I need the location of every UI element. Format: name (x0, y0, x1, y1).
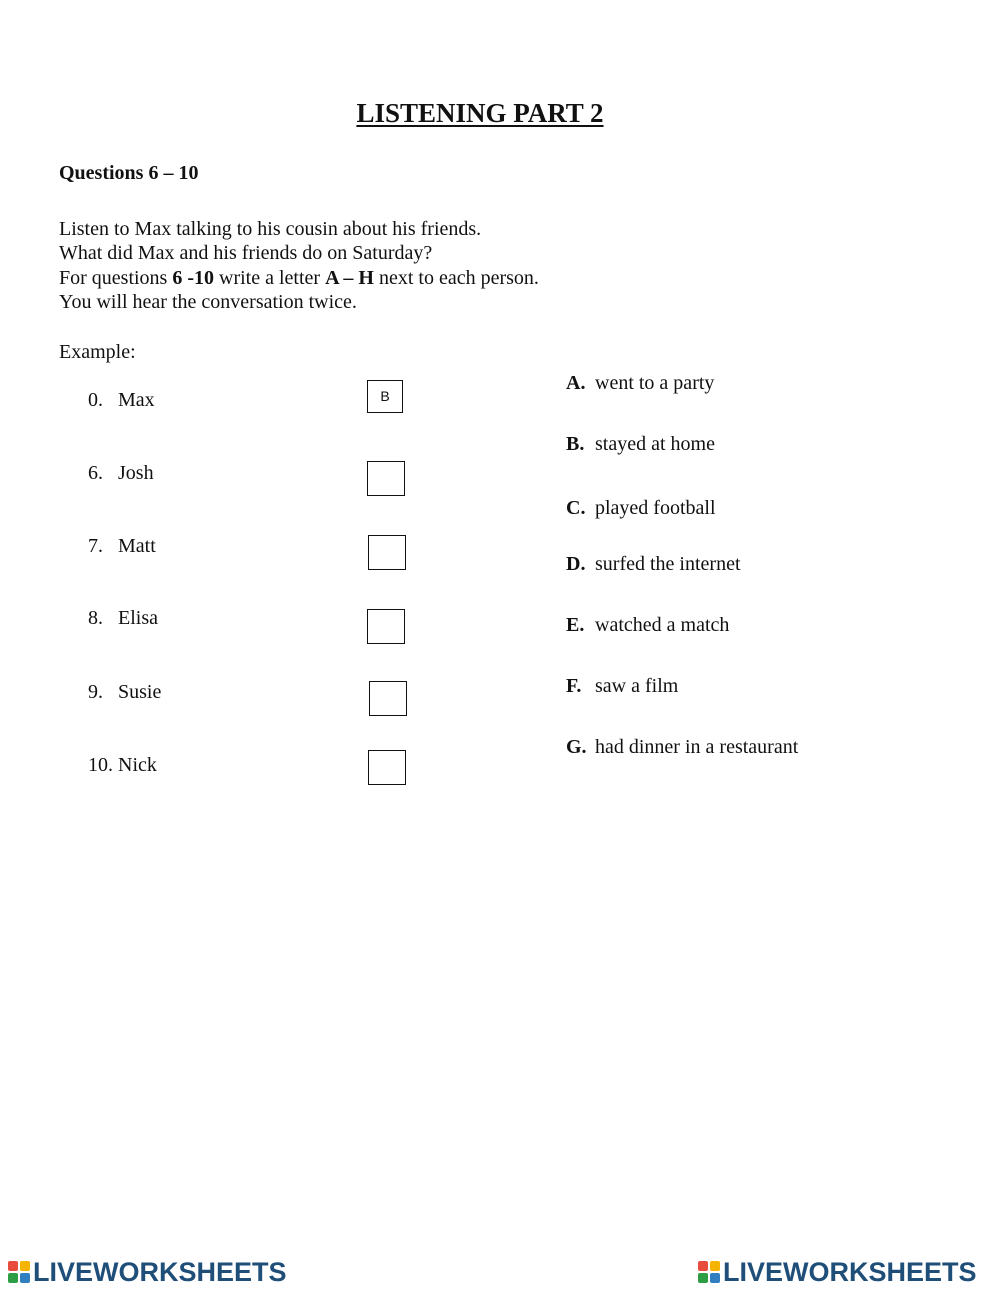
answer-input-6[interactable] (367, 461, 405, 496)
option-text: surfed the internet (595, 553, 741, 575)
liveworksheets-logo-icon (698, 1261, 720, 1283)
option-text: played football (595, 497, 716, 519)
person-number: 8. (88, 607, 103, 629)
instruction-letter-range: A – H (325, 267, 374, 289)
answer-box-example: B (367, 380, 403, 413)
person-number: 9. (88, 681, 103, 703)
instruction-line-2: What did Max and his friends do on Saturday? (59, 242, 433, 264)
logo-square-icon (698, 1273, 708, 1283)
answer-input-7[interactable] (368, 535, 406, 570)
option-letter: C. (566, 497, 586, 519)
option-letter: E. (566, 614, 585, 636)
liveworksheets-logo-right[interactable] (698, 1257, 977, 1287)
instruction-line-3-mid: write a letter (214, 267, 326, 289)
option-d (566, 553, 741, 576)
option-text: went to a party (595, 372, 715, 394)
instruction-line-3-suffix: next to each person. (373, 267, 539, 289)
person-row-max (88, 389, 155, 412)
option-c (566, 497, 716, 520)
logo-square-icon (8, 1261, 18, 1271)
option-a (566, 372, 714, 395)
option-letter: A. (566, 372, 586, 394)
instruction-line-4: You will hear the conversation twice. (59, 291, 357, 313)
option-letter: G. (566, 736, 587, 758)
instruction-question-range: 6 -10 (172, 267, 215, 289)
logo-text: LIVEWORKSHEETS (723, 1256, 977, 1287)
answer-input-8[interactable] (367, 609, 405, 644)
person-row-matt (88, 535, 156, 558)
option-letter: F. (566, 675, 582, 697)
option-text: had dinner in a restaurant (595, 736, 799, 758)
person-number: 7. (88, 535, 103, 557)
logo-square-icon (710, 1261, 720, 1271)
logo-square-icon (20, 1273, 30, 1283)
option-f (566, 675, 678, 698)
instruction-line-1: Listen to Max talking to his cousin about his friends. (59, 218, 482, 240)
example-label: Example: (59, 341, 136, 363)
liveworksheets-logo-left[interactable] (8, 1257, 287, 1287)
person-row-susie (88, 681, 161, 704)
option-b (566, 433, 715, 456)
option-g (566, 736, 798, 759)
answer-input-10[interactable] (368, 750, 406, 785)
person-name: Susie (118, 681, 162, 703)
logo-square-icon (8, 1273, 18, 1283)
person-name: Elisa (118, 607, 158, 629)
liveworksheets-logo-icon (8, 1261, 30, 1283)
logo-square-icon (698, 1261, 708, 1271)
logo-text: LIVEWORKSHEETS (33, 1256, 287, 1287)
person-name: Nick (118, 754, 157, 776)
instruction-line-3 (59, 267, 539, 290)
person-name: Josh (118, 462, 154, 484)
logo-square-icon (710, 1273, 720, 1283)
option-letter: B. (566, 433, 585, 455)
person-row-elisa (88, 607, 158, 630)
answer-input-9[interactable] (369, 681, 407, 716)
questions-heading: Questions 6 – 10 (59, 162, 199, 184)
person-name: Max (118, 389, 155, 411)
option-text: stayed at home (595, 433, 715, 455)
person-number: 0. (88, 389, 103, 411)
option-letter: D. (566, 553, 586, 575)
option-text: saw a film (595, 675, 679, 697)
person-number: 6. (88, 462, 103, 484)
option-e (566, 614, 729, 637)
instruction-line-3-prefix: For questions (59, 267, 173, 289)
person-name: Matt (118, 535, 156, 557)
logo-square-icon (20, 1261, 30, 1271)
person-row-nick (88, 754, 157, 777)
person-row-josh (88, 462, 154, 485)
person-number: 10. (88, 754, 113, 776)
option-text: watched a match (595, 614, 730, 636)
page-title: LISTENING PART 2 (356, 98, 604, 128)
